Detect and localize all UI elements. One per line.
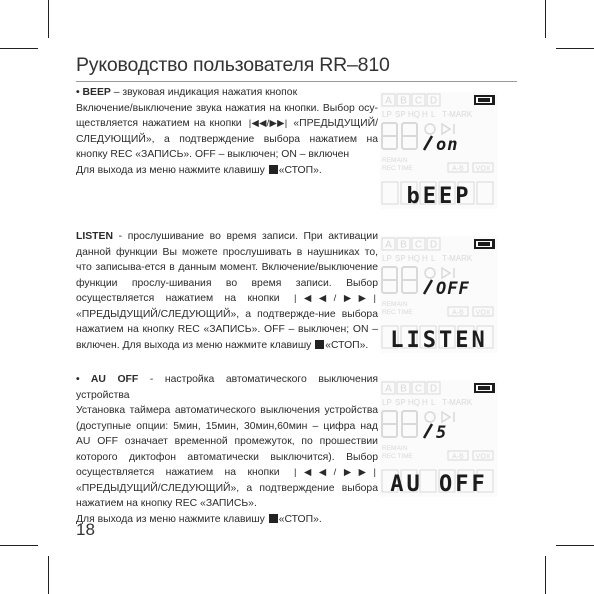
prev-next-icon: |◀◀/▶▶|: [293, 293, 375, 304]
lcd-vox-label: VOX: [475, 453, 491, 461]
lcd-folder-label: C: [414, 383, 423, 395]
auoff-section: [76, 372, 378, 527]
prev-next-icon: |◀◀/▶▶|: [293, 467, 375, 478]
lcd-mode-label: LP: [382, 110, 392, 119]
lcd-mode-label: HQ: [408, 398, 420, 407]
lcd-mode-label: H: [422, 398, 428, 407]
lcd-mode-label: H: [422, 110, 428, 119]
beep-heading: • BEEP: [76, 87, 111, 98]
lcd-menu-text: AU OFF: [390, 472, 488, 497]
play-icon: [442, 124, 450, 134]
play-icon: [442, 268, 450, 278]
lcd-mode-label: SP: [395, 398, 406, 407]
crop-mark: [48, 556, 49, 594]
lcd-remain-label: REMAIN: [382, 445, 408, 452]
lcd-ab-label: A-B: [452, 165, 464, 173]
lcd-mode-label: SP: [395, 254, 406, 263]
record-icon: [425, 124, 435, 134]
crop-mark: [545, 0, 546, 38]
listen-buttons: «ПРЕДЫДУЩИЙ/СЛЕДУЮЩИЙ», а подтвержде-ние выбора нажатием на кнопку REC «ЗАПИСЬ». OFF – выключен; ON – включен. Для выхода из меню нажмите клавишу: [76, 308, 378, 351]
lcd-folder-label: B: [400, 383, 407, 395]
auoff-exit: Для выхода из меню нажмите клавишу: [76, 513, 265, 525]
lcd-mode-label: LP: [382, 398, 392, 407]
auoff-body: Установка таймера автоматического выключения устройства (доступные опции: 5мин, 15мин, 30мин,60мин – цифра над AU OFF означает временной промежуток, по прошествии которого диктофон автоматически выключится). Выбор осуществляется нажатием на кнопки: [76, 405, 378, 478]
lcd-folder-label: D: [429, 95, 438, 107]
beep-exit-stop: «СТОП».: [278, 164, 322, 176]
stop-square-icon: [269, 514, 278, 523]
lcd-folder-label: D: [429, 383, 438, 395]
lcd-mode-label: T-MARK: [442, 110, 473, 119]
lcd-folder-label: C: [414, 95, 423, 107]
auoff-buttons: «ПРЕДЫДУЩИЙ/СЛЕДУЮЩИЙ», а подтверждение выбора нажатием на кнопку REC «ЗАПИСЬ».: [76, 482, 378, 509]
lcd-rec-time-label: REC TIME: [382, 309, 413, 316]
lcd-folder-label: A: [385, 383, 392, 395]
beep-summary: – звуковая индикация нажатия кнопок: [110, 87, 298, 98]
listen-body: - прослушивание во время записи. При активации данной функции Вы можете прослушивать в наушниках то, что записыва-ется в данным момент. Включение/выключение функции прослу-шивания во время записи. Выбор осуществляется нажатием на кнопки: [76, 231, 378, 304]
lcd-mode-label: T-MARK: [442, 254, 473, 263]
lcd-rec-time-label: REC TIME: [382, 453, 413, 460]
beep-exit: Для выхода из меню нажмите клавишу: [76, 164, 265, 176]
auoff-exit-stop: «СТОП».: [278, 513, 322, 525]
lcd-menu-text: LISTEN: [390, 328, 488, 353]
lcd-folder-label: A: [385, 95, 392, 107]
page-number: 18: [76, 520, 95, 539]
lcd-remain-label: REMAIN: [382, 301, 408, 308]
record-icon: [425, 412, 435, 422]
lcd-mode-label: L: [431, 110, 436, 119]
listen-exit-stop: «СТОП».: [325, 339, 369, 351]
lcd-ab-label: A-B: [452, 309, 464, 317]
crop-mark: [545, 556, 546, 594]
lcd-mode-label: SP: [395, 110, 406, 119]
lcd-mode-label: LP: [382, 254, 392, 263]
lcd-mode-label: L: [431, 398, 436, 407]
lcd-display-auoff: [380, 380, 498, 497]
play-icon: [442, 412, 450, 422]
lcd-folder-label: D: [429, 239, 438, 251]
lcd-mode-label: HQ: [408, 110, 420, 119]
lcd-vox-label: VOX: [475, 165, 491, 173]
listen-section: [76, 229, 378, 353]
crop-mark: [48, 0, 49, 38]
title-rule: [76, 81, 517, 82]
crop-mark: [0, 48, 38, 49]
lcd-mode-label: T-MARK: [442, 398, 473, 407]
lcd-mode-label: HQ: [408, 254, 420, 263]
lcd-value: 5: [436, 423, 448, 443]
auoff-summary: - настройка автоматического выключения устройства: [76, 374, 379, 401]
listen-heading: LISTEN: [76, 231, 113, 242]
crop-mark: [0, 545, 38, 546]
lcd-folder-label: B: [400, 95, 407, 107]
lcd-folder-label: A: [385, 239, 392, 251]
lcd-folder-label: B: [400, 239, 407, 251]
lcd-value: OFF: [436, 279, 470, 299]
crop-mark: [556, 545, 594, 546]
stop-square-icon: [269, 165, 278, 174]
record-icon: [425, 268, 435, 278]
prev-next-icon: |◀◀/▶▶|: [248, 118, 287, 129]
lcd-display-listen: [380, 236, 498, 353]
stop-square-icon: [315, 340, 324, 349]
beep-section: [76, 85, 378, 178]
beep-body: Включение/выключение звука нажатия на кнопки. Выбор осу-ществляется нажатием на кнопки: [76, 102, 378, 129]
lcd-rec-time-label: REC TIME: [382, 165, 413, 172]
lcd-vox-label: VOX: [475, 309, 491, 317]
lcd-mode-label: H: [422, 254, 428, 263]
crop-mark: [556, 48, 594, 49]
auoff-heading: • AU OFF: [76, 374, 139, 385]
lcd-menu-text: bEEP: [406, 184, 472, 209]
page-title: Руководство пользователя RR–810: [76, 54, 390, 76]
lcd-folder-label: C: [414, 239, 423, 251]
lcd-display-beep: [380, 92, 498, 209]
lcd-mode-label: L: [431, 254, 436, 263]
beep-buttons: «ПРЕДЫДУЩИЙ/СЛЕДУЮЩИЙ», а подтверждение выбора нажатием на кнопку REC «ЗАПИСЬ». OFF – выключен; ON – включен: [76, 118, 379, 160]
lcd-value: on: [436, 135, 459, 155]
lcd-ab-label: A-B: [452, 453, 464, 461]
lcd-remain-label: REMAIN: [382, 157, 408, 164]
